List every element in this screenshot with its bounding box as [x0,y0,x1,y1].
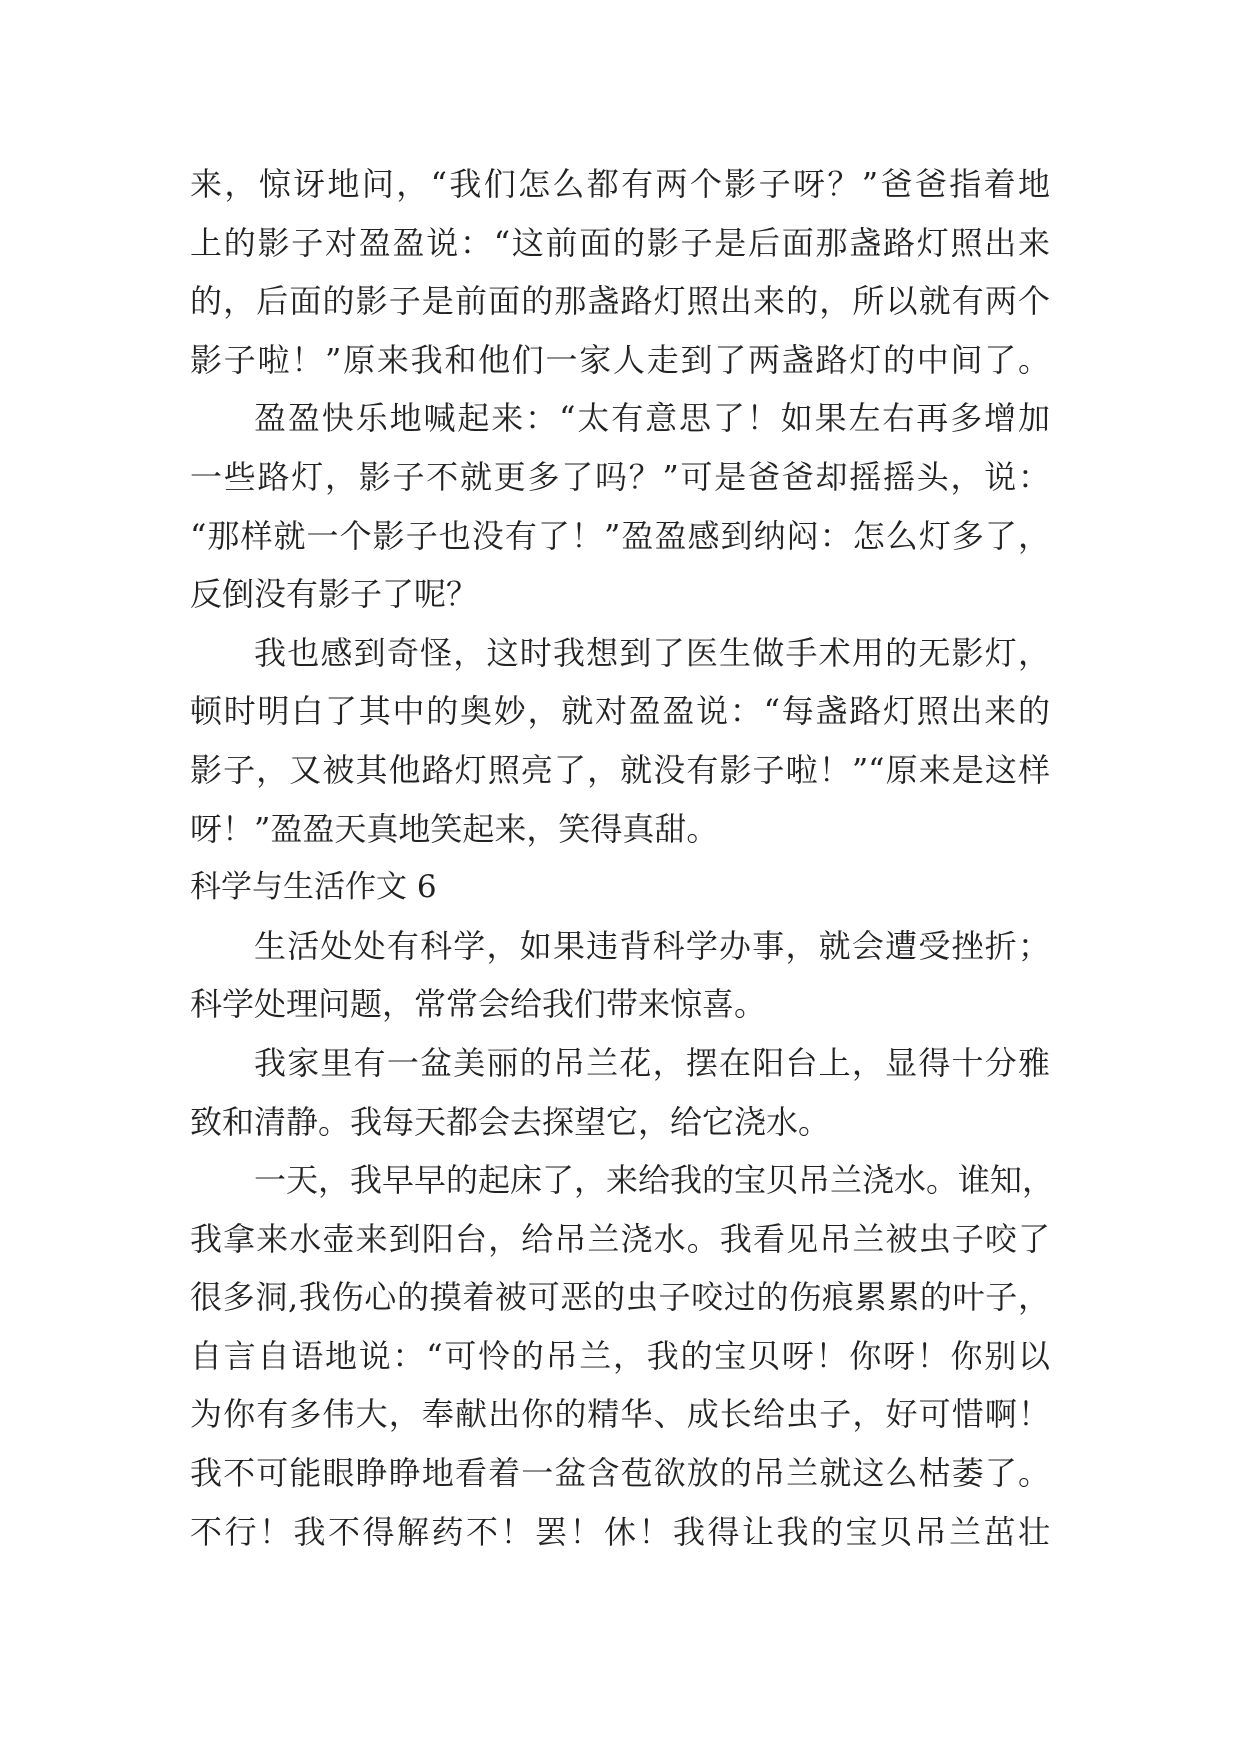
paragraph-last-line: 致和清静。我每天都会去探望它，给它浇水。 [190,1102,831,1141]
paragraph-last-line: 科学处理问题，常常会给我们带来惊喜。 [190,985,767,1024]
paragraph-first-line: 我也感到奇怪，这时我想到了医生做手术用的无影灯， [254,633,1050,672]
section-heading: 科学与生活作文 6 [190,869,437,906]
text-line: 来，惊讶地问，“我们怎么都有两个影子呀？”爸爸指着地 [190,165,1050,203]
text-line: “那样就一个影子也没有了！”盈盈感到纳闷：怎么灯多了， [190,516,1050,555]
text-line: 上的影子对盈盈说：“这前面的影子是后面那盏路灯照出来 [190,223,1050,262]
text-line: 顿时明白了其中的奥妙，就对盈盈说：“每盏路灯照出来的 [190,692,1050,731]
paragraph-first-line: 我家里有一盆美丽的吊兰花，摆在阳台上，显得十分雅 [254,1043,1050,1082]
text-line: 不行！我不得解药不！罢！休！我得让我的宝贝吊兰茁壮 [190,1512,1050,1551]
text-line: 影子啦！”原来我和他们一家人走到了两盏路灯的中间了。 [190,340,1050,379]
text-line: 为你有多伟大，奉献出你的精华、成长给虫子，好可惜啊！ [190,1395,1050,1434]
text-line: 我拿来水壶来到阳台，给吊兰浇水。我看见吊兰被虫子咬了 [190,1219,1050,1258]
text-line: 我不可能眼睁睁地看着一盆含苞欲放的吊兰就这么枯萎了。 [190,1454,1050,1493]
paragraph-last-line: 呀！”盈盈天真地笑起来，笑得真甜。 [190,809,719,848]
text-line: 影子，又被其他路灯照亮了，就没有影子啦！”“原来是这样 [190,750,1050,789]
document-body [190,155,1055,1561]
paragraph-first-line: 生活处处有科学，如果违背科学办事，就会遭受挫折； [254,926,1050,965]
text-line: 很多洞,我伤心的摸着被可恶的虫子咬过的伤痕累累的叶子， [190,1278,1050,1317]
text-line: 的，后面的影子是前面的那盏路灯照出来的，所以就有两个 [190,282,1050,321]
paragraph-first-line: 一天，我早早的起床了，来给我的宝贝吊兰浇水。谁知， [254,1161,1055,1200]
text-line: 一些路灯，影子不就更多了吗？”可是爸爸却摇摇头，说： [190,457,1050,496]
paragraph-first-line: 盈盈快乐地喊起来：“太有意思了！如果左右再多增加 [254,399,1050,438]
text-line: 自言自语地说：“可怜的吊兰，我的宝贝呀！你呀！你别以 [190,1336,1050,1375]
paragraph-last-line: 反倒没有影子了呢？ [190,575,479,614]
